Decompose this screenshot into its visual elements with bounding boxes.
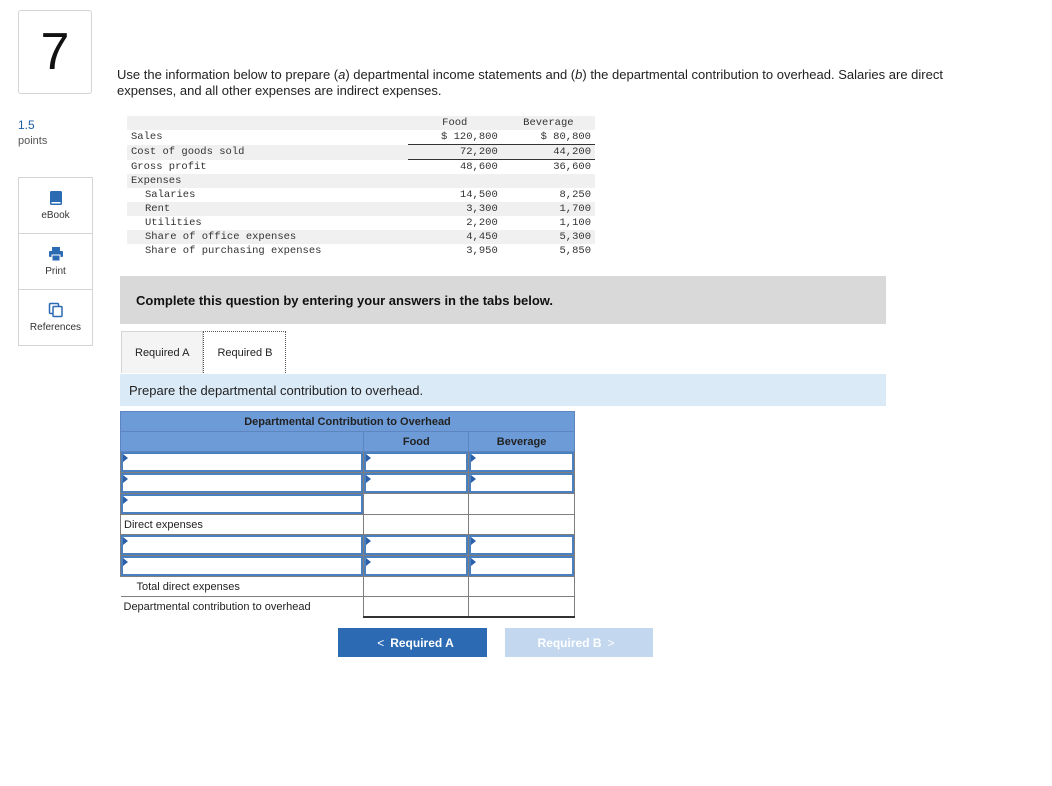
table-header-food: Food	[364, 432, 469, 452]
given-row-label: Share of office expenses	[127, 230, 408, 244]
given-col-food: Food	[408, 116, 502, 130]
given-food-value: $ 120,800	[408, 130, 502, 145]
next-required-b-button	[505, 628, 653, 657]
given-food-value: 48,600	[459, 161, 498, 173]
given-beverage-value: $ 80,800	[502, 130, 595, 145]
intro-a: a	[338, 67, 346, 82]
intro-text-2: ) departmental income statements and (	[345, 67, 576, 82]
intro-b: b	[575, 67, 583, 82]
table-row	[121, 473, 575, 494]
row6-label-input[interactable]	[121, 556, 363, 576]
table-row	[121, 515, 575, 535]
given-beverage-value	[502, 174, 595, 188]
given-row-label: Cost of goods sold	[127, 145, 408, 160]
question-instructions	[117, 67, 967, 99]
given-food-value: 3,300	[408, 202, 502, 216]
given-row-label: Salaries	[145, 189, 196, 201]
row3-beverage-cell	[469, 494, 575, 515]
row2-label-input[interactable]	[121, 473, 363, 493]
row5-food-input[interactable]	[364, 535, 468, 555]
given-data-table	[127, 116, 595, 258]
table-title: Departmental Contribution to Overhead	[121, 412, 575, 432]
banner-text: Complete this question by entering your answers in the tabs below.	[136, 292, 554, 308]
ebook-label: eBook	[41, 210, 70, 221]
references-icon	[48, 302, 64, 318]
given-beverage-value: 36,600	[553, 161, 591, 173]
table-row	[121, 556, 575, 577]
row1-label-input[interactable]	[121, 452, 363, 472]
given-row-label: Sales	[131, 131, 163, 144]
tab-required-b[interactable]: Required B	[203, 331, 286, 373]
contribution-beverage-cell	[469, 597, 575, 617]
given-food-value: 14,500	[459, 189, 498, 201]
given-row-label: Rent	[127, 202, 408, 216]
tab-required-a[interactable]: Required A	[121, 331, 203, 373]
table-row	[121, 597, 575, 617]
given-food-value: 4,450	[408, 230, 502, 244]
given-row-label: Gross profit	[131, 160, 207, 173]
given-row-label: Utilities	[145, 217, 202, 229]
table-row	[121, 577, 575, 597]
chevron-right-icon: >	[607, 635, 615, 650]
print-button[interactable]	[19, 234, 92, 290]
intro-text-3: ) the departmental contribution to overhead. Salaries are direct expenses, and all other expenses are indirect expenses.	[117, 67, 943, 98]
contribution-label: Departmental contribution to overhead	[121, 597, 364, 617]
given-beverage-value: 1,700	[502, 202, 595, 216]
total-direct-label: Total direct expenses	[121, 577, 364, 597]
table-header-beverage: Beverage	[469, 432, 575, 452]
contribution-food-cell	[364, 597, 469, 617]
given-row-label: Expenses	[127, 174, 408, 188]
points-label: points	[18, 135, 48, 147]
given-beverage-value: 1,100	[559, 217, 591, 229]
row6-beverage-input[interactable]	[469, 556, 574, 576]
row2-food-input[interactable]	[364, 473, 468, 493]
table-row	[121, 535, 575, 556]
given-food-value	[408, 174, 502, 188]
given-food-value: 2,200	[466, 217, 498, 229]
next-button-label: Required B	[537, 635, 602, 650]
row5-label-input[interactable]	[121, 535, 363, 555]
direct-expenses-label: Direct expenses	[121, 515, 364, 535]
ebook-icon	[48, 190, 64, 206]
row1-beverage-input[interactable]	[469, 452, 574, 472]
total-direct-food-cell	[364, 577, 469, 597]
row5-beverage-input[interactable]	[469, 535, 574, 555]
given-col-beverage: Beverage	[502, 116, 595, 130]
intro-text-1: Use the information below to prepare (	[117, 67, 339, 82]
previous-required-a-button[interactable]	[338, 628, 487, 657]
tools-panel	[18, 177, 93, 346]
direct-expenses-beverage-cell	[469, 515, 575, 535]
chevron-left-icon: <	[377, 635, 385, 650]
row3-label-input[interactable]	[121, 494, 363, 514]
row1-food-input[interactable]	[364, 452, 468, 472]
row2-beverage-input[interactable]	[469, 473, 574, 493]
given-beverage-value: 8,250	[559, 189, 591, 201]
direct-expenses-food-cell	[364, 515, 469, 535]
print-label: Print	[45, 266, 66, 277]
given-beverage-value: 44,200	[502, 145, 595, 160]
prev-button-label: Required A	[390, 635, 454, 650]
row6-food-input[interactable]	[364, 556, 468, 576]
given-beverage-value: 5,300	[502, 230, 595, 244]
table-row	[121, 452, 575, 473]
contribution-table	[120, 411, 575, 618]
references-label: References	[29, 322, 82, 333]
given-food-value: 72,200	[408, 145, 502, 160]
question-number: 7	[18, 10, 92, 94]
given-food-value: 3,950	[466, 245, 498, 257]
table-row	[121, 494, 575, 515]
table-header-blank	[121, 432, 364, 452]
total-direct-beverage-cell	[469, 577, 575, 597]
row3-food-cell	[364, 494, 469, 515]
points-value: 1.5	[18, 118, 35, 132]
print-icon	[48, 246, 64, 262]
references-button[interactable]	[19, 290, 92, 345]
given-row-label: Share of purchasing expenses	[145, 245, 322, 257]
tab-bar	[121, 331, 286, 373]
prepare-instruction	[120, 374, 886, 406]
instruction-banner	[120, 276, 886, 324]
given-beverage-value: 5,850	[559, 245, 591, 257]
ebook-button[interactable]	[19, 178, 92, 234]
prepare-text: Prepare the departmental contribution to overhead.	[129, 382, 424, 398]
